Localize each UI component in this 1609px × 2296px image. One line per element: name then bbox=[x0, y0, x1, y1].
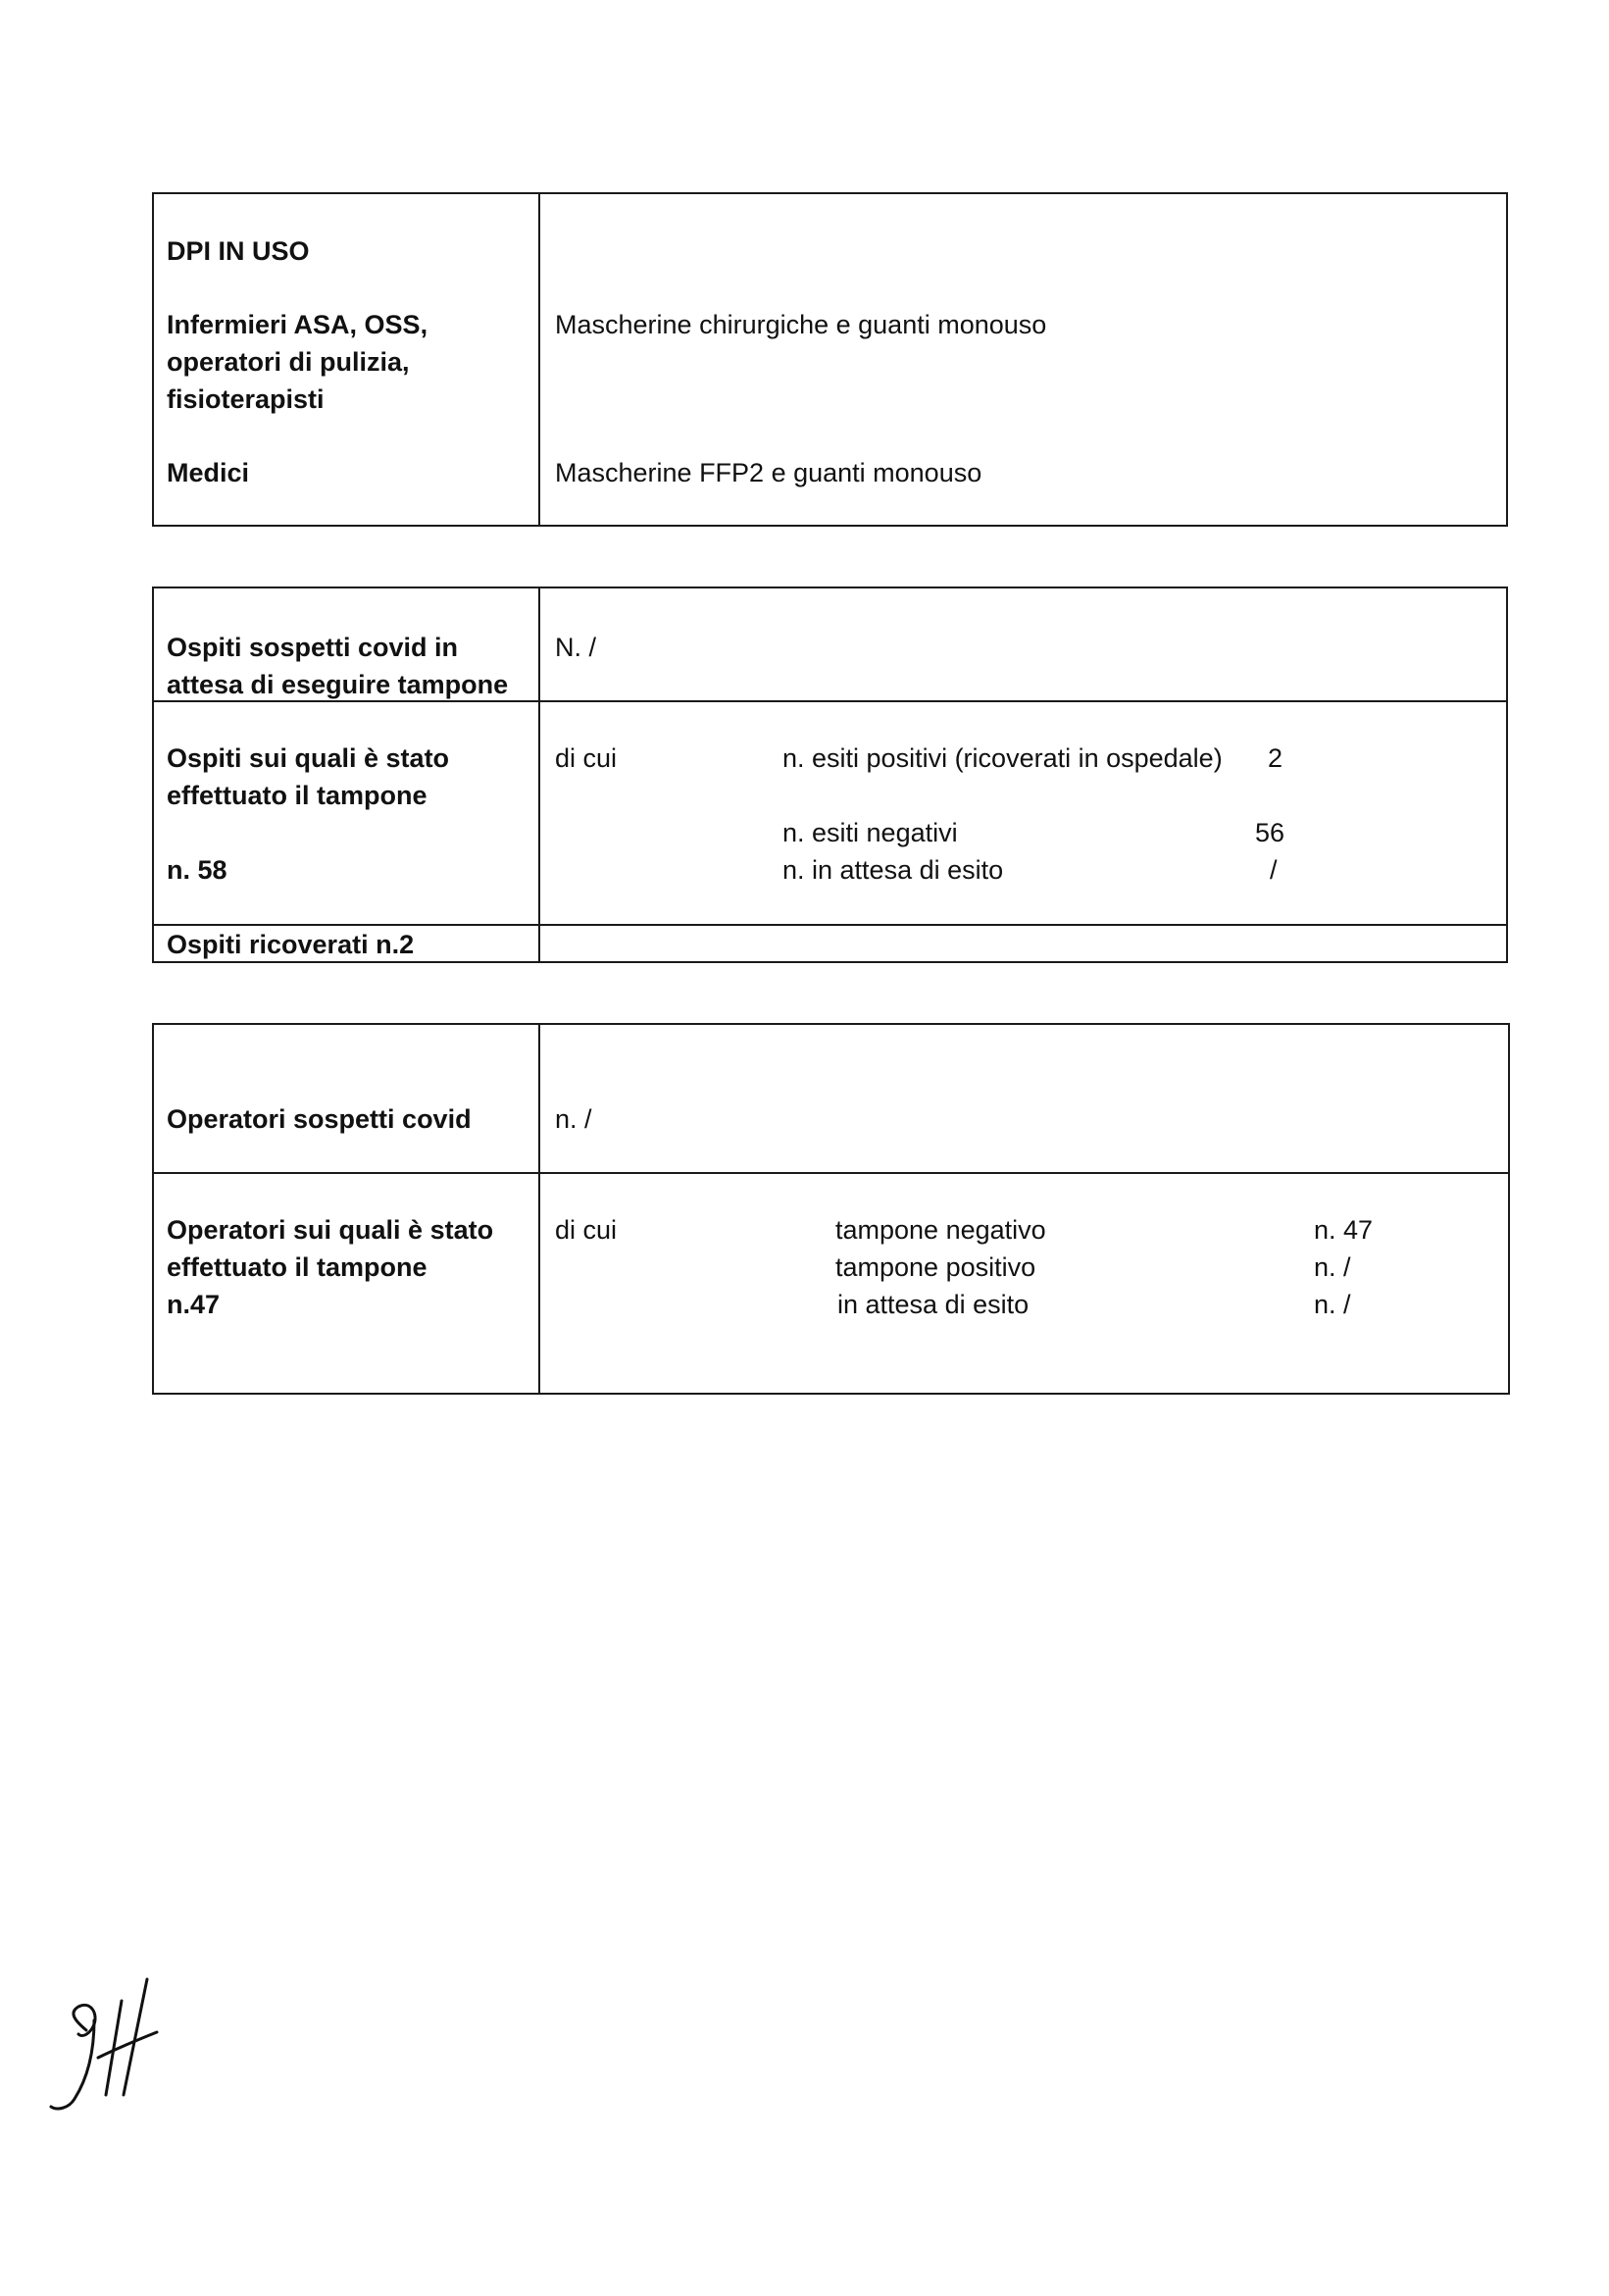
operators-negative-label: tampone negativo bbox=[835, 1215, 1046, 1245]
operators-tested-label-line-2: effettuato il tampone bbox=[167, 1252, 427, 1282]
operators-of-which: di cui bbox=[555, 1215, 618, 1245]
operators-positive-label: tampone positivo bbox=[835, 1252, 1036, 1282]
row-divider bbox=[154, 1172, 1508, 1174]
handwritten-signature bbox=[39, 1962, 167, 2118]
guests-negative-label: n. esiti negativi bbox=[782, 818, 958, 847]
nurses-label-line-2: operatori di pulizia, bbox=[167, 347, 410, 377]
operators-pending-label: in attesa di esito bbox=[837, 1290, 1030, 1319]
nurses-label-line-1: Infermieri ASA, OSS, bbox=[167, 310, 428, 339]
nurses-label-line-3: fisioterapisti bbox=[167, 384, 325, 414]
guests-suspected-label-line-2: attesa di eseguire tampone bbox=[167, 670, 509, 699]
column-divider bbox=[538, 588, 540, 961]
guests-suspected-label-line-1: Ospiti sospetti covid in bbox=[167, 633, 459, 662]
guests-suspected-value: N. / bbox=[555, 633, 597, 662]
doctors-label: Medici bbox=[167, 458, 250, 487]
guests-tested-label-line-2: effettuato il tampone bbox=[167, 781, 427, 810]
operators-tested-label-line-1: Operatori sui quali è stato bbox=[167, 1215, 494, 1245]
guests-positive-label: n. esiti positivi (ricoverati in ospedale) bbox=[782, 743, 1223, 773]
guests-pending-value: / bbox=[1270, 855, 1278, 885]
dpi-heading: DPI IN USO bbox=[167, 236, 310, 266]
column-divider bbox=[538, 194, 540, 525]
operators-tested-label-line-3: n.47 bbox=[167, 1290, 221, 1319]
operators-table bbox=[152, 1023, 1510, 1395]
guests-negative-value: 56 bbox=[1255, 818, 1285, 847]
operators-suspected-value: n. / bbox=[555, 1104, 592, 1134]
guests-of-which: di cui bbox=[555, 743, 618, 773]
operators-negative-value: n. 47 bbox=[1314, 1215, 1374, 1245]
guests-hospitalized-label: Ospiti ricoverati n.2 bbox=[167, 930, 415, 959]
operators-suspected-label: Operatori sospetti covid bbox=[167, 1104, 472, 1134]
guests-positive-value: 2 bbox=[1268, 743, 1283, 773]
guests-pending-label: n. in attesa di esito bbox=[782, 855, 1004, 885]
guests-tested-label-line-1: Ospiti sui quali è stato bbox=[167, 743, 450, 773]
guests-tested-count: n. 58 bbox=[167, 855, 227, 885]
operators-positive-value: n. / bbox=[1314, 1252, 1351, 1282]
doctors-value: Mascherine FFP2 e guanti monouso bbox=[555, 458, 982, 487]
operators-pending-value: n. / bbox=[1314, 1290, 1351, 1319]
nurses-value: Mascherine chirurgiche e guanti monouso bbox=[555, 310, 1047, 339]
column-divider bbox=[538, 1025, 540, 1393]
